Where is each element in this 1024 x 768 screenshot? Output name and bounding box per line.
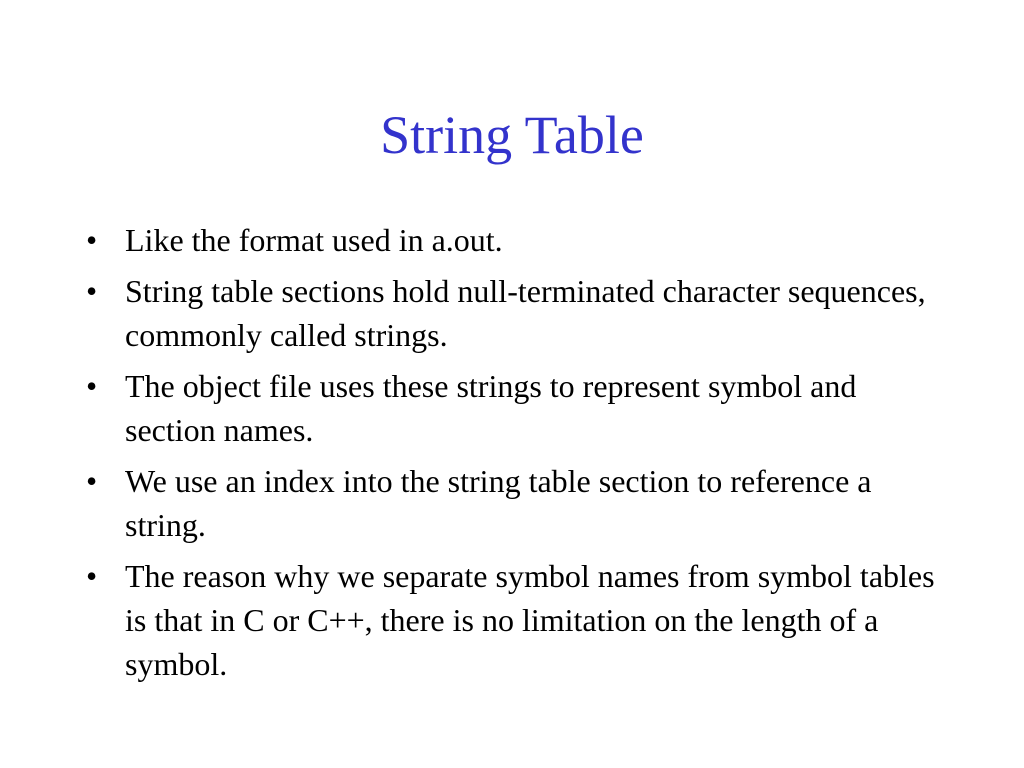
bullet-text: Like the format used in a.out.	[125, 222, 503, 258]
bullet-text: We use an index into the string table section to reference a string.	[125, 463, 872, 543]
bullet-icon: •	[86, 368, 98, 404]
bullet-item	[82, 459, 942, 547]
bullet-icon: •	[86, 558, 98, 594]
bullet-icon: •	[86, 273, 98, 309]
bullet-item	[82, 218, 942, 262]
bullet-icon: •	[86, 222, 98, 258]
bullet-text: The reason why we separate symbol names from symbol tables is that in C or C++, there is no limitation on the length of a symbol.	[125, 558, 935, 682]
bullet-text: String table sections hold null-terminated character sequences, commonly called strings.	[125, 273, 926, 353]
bullet-icon: •	[86, 463, 98, 499]
bullet-item	[82, 554, 942, 686]
slide-title: String Table	[380, 105, 644, 165]
bullet-list	[82, 218, 942, 693]
bullet-item	[82, 364, 942, 452]
bullet-text: The object file uses these strings to represent symbol and section names.	[125, 368, 857, 448]
bullet-item	[82, 269, 942, 357]
